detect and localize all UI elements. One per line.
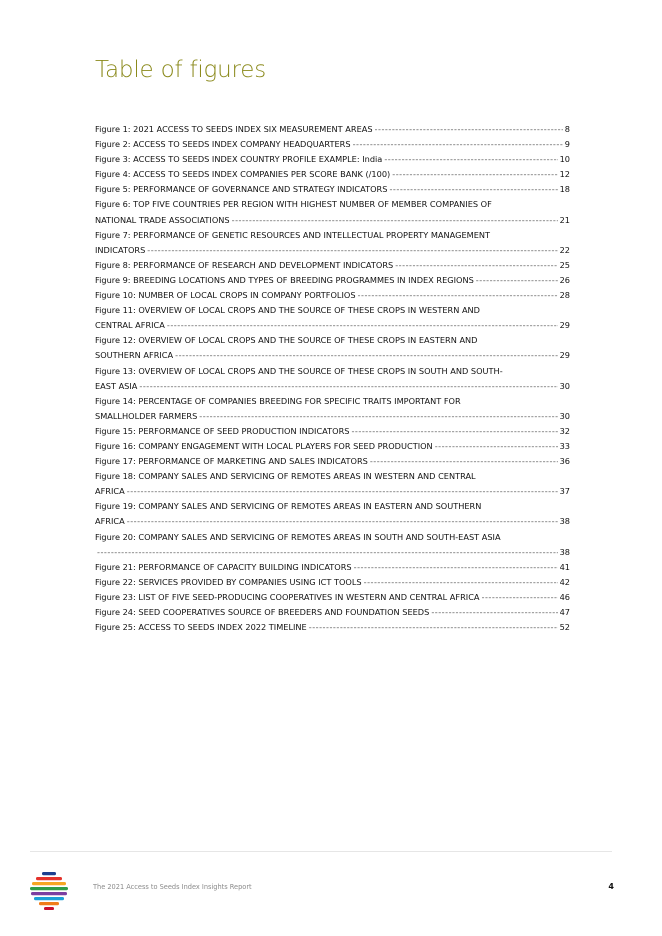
toc-entry-text: Figure 21: PERFORMANCE OF CAPACITY BUILDING INDICATORS (95, 561, 352, 572)
toc-entry-text: AFRICA (95, 486, 125, 497)
logo-stripe (44, 907, 54, 910)
toc-page-number: 29 (559, 350, 570, 361)
toc-page-number: 12 (559, 169, 570, 180)
toc-entry[interactable] (95, 122, 570, 137)
toc-entry-text: Figure 7: PERFORMANCE OF GENETIC RESOURCES AND INTELLECTUAL PROPERTY MANAGEMENT (95, 229, 490, 240)
toc-page-number: 30 (559, 380, 570, 391)
dot-leader (127, 484, 558, 499)
toc-entry-text: Figure 23: LIST OF FIVE SEED-PRODUCING COOPERATIVES IN WESTERN AND CENTRAL AFRICA (95, 591, 480, 602)
toc-entry[interactable] (95, 620, 570, 635)
toc-page-number: 10 (559, 154, 570, 165)
toc-entry-text: SMALLHOLDER FARMERS (95, 410, 198, 421)
toc-entry-text: Figure 25: ACCESS TO SEEDS INDEX 2022 TIMELINE (95, 622, 307, 633)
toc-page-number: 26 (559, 274, 570, 285)
toc-page-number: 36 (559, 456, 570, 467)
toc-entry-text: Figure 4: ACCESS TO SEEDS INDEX COMPANIES PER SCORE BANK (/100) (95, 169, 391, 180)
toc-entry-text: Figure 15: PERFORMANCE OF SEED PRODUCTION INDICATORS (95, 425, 350, 436)
toc-entry-text: Figure 3: ACCESS TO SEEDS INDEX COUNTRY PROFILE EXAMPLE: India (95, 154, 383, 165)
dot-leader (364, 575, 558, 590)
toc-entry[interactable] (95, 575, 570, 590)
toc-page-number: 28 (559, 290, 570, 301)
toc-entry-text: Figure 12: OVERVIEW OF LOCAL CROPS AND THE SOURCE OF THESE CROPS IN EASTERN AND (95, 335, 478, 346)
dot-leader (175, 348, 557, 363)
toc-entry-text: Figure 20: COMPANY SALES AND SERVICING OF REMOTES AREAS IN SOUTH AND SOUTH-EAST ASIA (95, 531, 501, 542)
toc-entry-text: Figure 13: OVERVIEW OF LOCAL CROPS AND THE SOURCE OF THESE CROPS IN SOUTH AND SOUTH- (95, 365, 503, 376)
toc-page-number: 9 (564, 139, 570, 150)
toc-entry[interactable] (95, 530, 570, 560)
dot-leader (354, 560, 558, 575)
logo-stripe (31, 892, 67, 895)
toc-entry[interactable] (95, 560, 570, 575)
toc-page-number: 8 (564, 124, 570, 134)
toc-entry-text: Figure 1: 2021 ACCESS TO SEEDS INDEX SIX MEASUREMENT AREAS (95, 124, 373, 134)
toc-entry[interactable] (95, 469, 570, 499)
dot-leader (482, 590, 558, 605)
toc-entry-text: Figure 18: COMPANY SALES AND SERVICING OF REMOTES AREAS IN WESTERN AND CENTRAL (95, 471, 476, 482)
logo-stripe (34, 897, 64, 900)
toc-page-number: 37 (559, 486, 570, 497)
toc-entry-text: EAST ASIA (95, 380, 138, 391)
toc-entry[interactable] (95, 439, 570, 454)
toc-entry[interactable] (95, 424, 570, 439)
toc-entry[interactable] (95, 333, 570, 363)
toc-entry[interactable] (95, 454, 570, 469)
toc-entry-text: CENTRAL AFRICA (95, 320, 165, 331)
dot-leader (395, 258, 557, 273)
toc-page-number: 29 (559, 320, 570, 331)
toc-page-number: 30 (559, 410, 570, 421)
toc-entry[interactable] (95, 605, 570, 620)
toc-entry-text: Figure 16: COMPANY ENGAGEMENT WITH LOCAL PLAYERS FOR SEED PRODUCTION (95, 440, 433, 451)
dot-leader (167, 318, 558, 333)
toc-page-number: 38 (559, 516, 570, 527)
toc-entry-text: Figure 24: SEED COOPERATIVES SOURCE OF BREEDERS AND FOUNDATION SEEDS (95, 607, 430, 617)
dot-leader (389, 182, 557, 197)
toc-entry[interactable] (95, 394, 570, 424)
toc-page-number: 41 (559, 561, 570, 572)
toc-entry-text: Figure 9: BREEDING LOCATIONS AND TYPES OF BREEDING PROGRAMMES IN INDEX REGIONS (95, 274, 474, 285)
dot-leader (476, 273, 558, 288)
logo-stripe (30, 887, 68, 890)
toc-entry[interactable] (95, 303, 570, 333)
toc-entry-text: Figure 5: PERFORMANCE OF GOVERNANCE AND STRATEGY INDICATORS (95, 184, 388, 195)
toc-entry-text: Figure 8: PERFORMANCE OF RESEARCH AND DEVELOPMENT INDICATORS (95, 259, 394, 270)
toc-entry-text: NATIONAL TRADE ASSOCIATIONS (95, 214, 230, 225)
toc-entry[interactable] (95, 288, 570, 303)
toc-page-number: 38 (559, 546, 570, 557)
dot-leader (147, 243, 557, 258)
toc-entry-text: Figure 2: ACCESS TO SEEDS INDEX COMPANY HEADQUARTERS (95, 139, 351, 150)
logo-stripe (32, 882, 66, 885)
toc-page-number: 25 (559, 259, 570, 270)
footer-report-name: The 2021 Access to Seeds Index Insights Report (93, 883, 252, 891)
table-of-figures (95, 122, 570, 635)
dot-leader (358, 288, 558, 303)
dot-leader (351, 424, 557, 439)
index-logo-icon (30, 870, 68, 910)
toc-page-number: 33 (559, 440, 570, 451)
footer-divider (30, 851, 612, 852)
dot-leader (127, 514, 558, 529)
toc-entry[interactable] (95, 197, 570, 227)
toc-page-number: 22 (559, 244, 570, 255)
dot-leader (392, 167, 557, 182)
dot-leader (353, 137, 563, 152)
toc-entry[interactable] (95, 590, 570, 605)
dot-leader (139, 379, 557, 394)
toc-entry-text: Figure 14: PERCENTAGE OF COMPANIES BREEDING FOR SPECIFIC TRAITS IMPORTANT FOR (95, 395, 461, 406)
dot-leader (97, 545, 558, 560)
toc-page-number: 47 (559, 607, 570, 617)
toc-entry[interactable] (95, 258, 570, 273)
toc-entry[interactable] (95, 167, 570, 182)
toc-page-number: 32 (559, 425, 570, 436)
dot-leader (435, 439, 558, 454)
logo-stripe (39, 902, 59, 905)
dot-leader (232, 213, 558, 228)
dot-leader (199, 409, 557, 424)
logo-stripe (42, 872, 56, 875)
toc-entry-text: Figure 19: COMPANY SALES AND SERVICING OF REMOTES AREAS IN EASTERN AND SOUTHERN (95, 501, 482, 512)
page-number: 4 (608, 882, 614, 891)
toc-entry-text: Figure 10: NUMBER OF LOCAL CROPS IN COMPANY PORTFOLIOS (95, 290, 356, 301)
toc-entry-text: Figure 22: SERVICES PROVIDED BY COMPANIES USING ICT TOOLS (95, 576, 362, 587)
toc-page-number: 21 (559, 214, 570, 225)
toc-entry[interactable] (95, 152, 570, 167)
toc-page-number: 42 (559, 576, 570, 587)
dot-leader (431, 605, 557, 620)
toc-entry-text: SOUTHERN AFRICA (95, 350, 174, 361)
toc-entry-text: Figure 17: PERFORMANCE OF MARKETING AND SALES INDICATORS (95, 456, 368, 467)
toc-entry[interactable] (95, 364, 570, 394)
toc-entry[interactable] (95, 137, 570, 152)
dot-leader (370, 454, 558, 469)
dot-leader (384, 152, 557, 167)
dot-leader (375, 122, 563, 137)
toc-page-number: 46 (559, 591, 570, 602)
toc-entry-text: AFRICA (95, 516, 125, 527)
toc-entry[interactable] (95, 499, 570, 529)
page-title: Table of figures (95, 57, 267, 83)
logo-stripe (36, 877, 62, 880)
toc-page-number: 18 (559, 184, 570, 195)
toc-page-number: 52 (559, 622, 570, 633)
toc-entry-text: INDICATORS (95, 244, 146, 255)
toc-entry-text: Figure 6: TOP FIVE COUNTRIES PER REGION WITH HIGHEST NUMBER OF MEMBER COMPANIES OF (95, 199, 492, 210)
dot-leader (309, 620, 558, 635)
toc-entry[interactable] (95, 228, 570, 258)
toc-entry[interactable] (95, 182, 570, 197)
toc-entry[interactable] (95, 273, 570, 288)
toc-entry-text: Figure 11: OVERVIEW OF LOCAL CROPS AND THE SOURCE OF THESE CROPS IN WESTERN AND (95, 305, 480, 316)
